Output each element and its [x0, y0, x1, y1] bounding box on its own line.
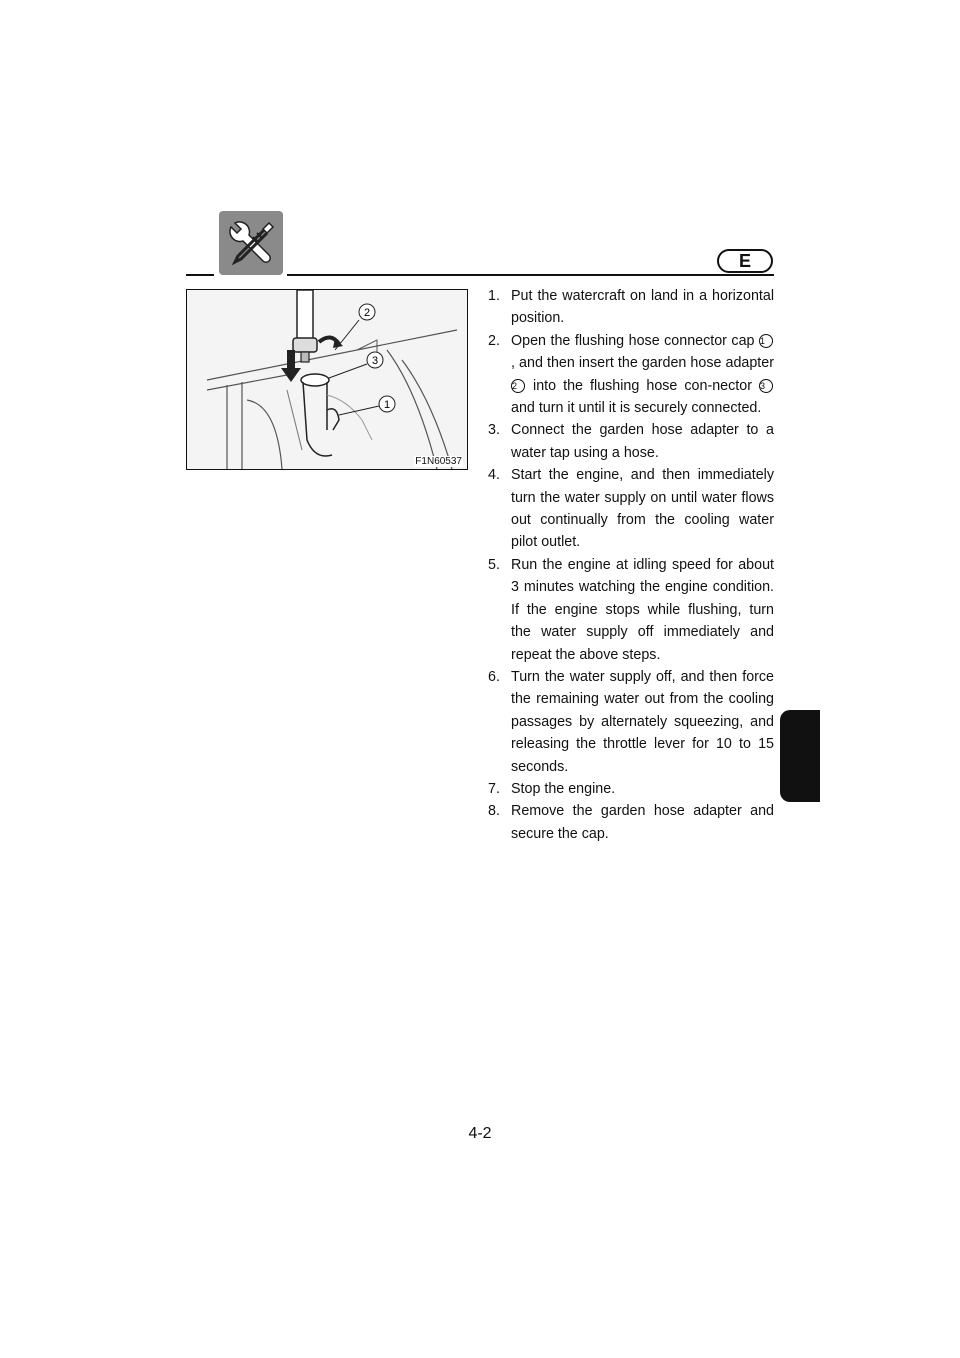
callout-ref-2: 2 — [511, 379, 525, 393]
step-number: 5. — [488, 556, 500, 573]
step-text: , and then insert the garden hose adapter — [511, 355, 774, 372]
step-5 — [488, 554, 774, 666]
step-text: Remove the garden hose adapter and secure the cap. — [511, 803, 774, 842]
step-text: and turn it until it is securely connected. — [511, 400, 762, 417]
step-1 — [488, 285, 774, 330]
step-number: 7. — [488, 780, 500, 797]
step-text: Stop the engine. — [511, 780, 616, 797]
page-number: 4-2 — [468, 1125, 492, 1142]
header-rule-right — [287, 274, 774, 276]
step-text: Run the engine at idling speed for about 3 minutes watching the engine condition. If the engine stops while flushing, turn the water supply off immediately and repeat the above steps. — [511, 556, 774, 663]
step-text: Start the engine, and then immediately turn the water supply on until water flows out continually from the cooling water pilot outlet. — [511, 467, 774, 551]
step-number: 3. — [488, 422, 500, 439]
step-8 — [488, 800, 774, 845]
step-text: Put the watercraft on land in a horizontal position. — [511, 288, 774, 327]
language-badge: E — [717, 249, 773, 273]
step-2 — [488, 330, 774, 420]
flushing-hose-illustration — [187, 290, 467, 469]
step-3 — [488, 419, 774, 464]
step-number: 2. — [488, 332, 500, 349]
figure-code: F1N60537 — [415, 456, 462, 467]
step-text: Turn the water supply off, and then force the remaining water out from the cooling passages by alternately squeezing, and releasing the throttle lever for 10 to 15 seconds. — [511, 668, 774, 775]
step-text: Connect the garden hose adapter to a water tap using a hose. — [511, 422, 774, 461]
step-7 — [488, 778, 774, 800]
header-rule-left — [186, 274, 214, 276]
flushing-steps-list — [488, 285, 774, 845]
chapter-thumb-tab — [780, 710, 820, 802]
tools-maintenance-icon — [219, 211, 283, 275]
step-text: Open the flushing hose connector cap — [511, 332, 759, 349]
callout-2: 2 — [363, 307, 371, 319]
step-text: into the flushing hose con-nector — [526, 377, 759, 394]
step-4 — [488, 464, 774, 554]
callout-3: 3 — [371, 355, 379, 367]
callout-ref-1: 1 — [759, 334, 773, 348]
callout-1: 1 — [383, 399, 391, 411]
flushing-hose-figure — [186, 289, 468, 470]
step-6 — [488, 666, 774, 778]
step-number: 6. — [488, 668, 500, 685]
step-number: 4. — [488, 467, 500, 484]
step-number: 8. — [488, 803, 500, 820]
step-number: 1. — [488, 288, 500, 304]
callout-ref-3: 3 — [759, 379, 773, 393]
